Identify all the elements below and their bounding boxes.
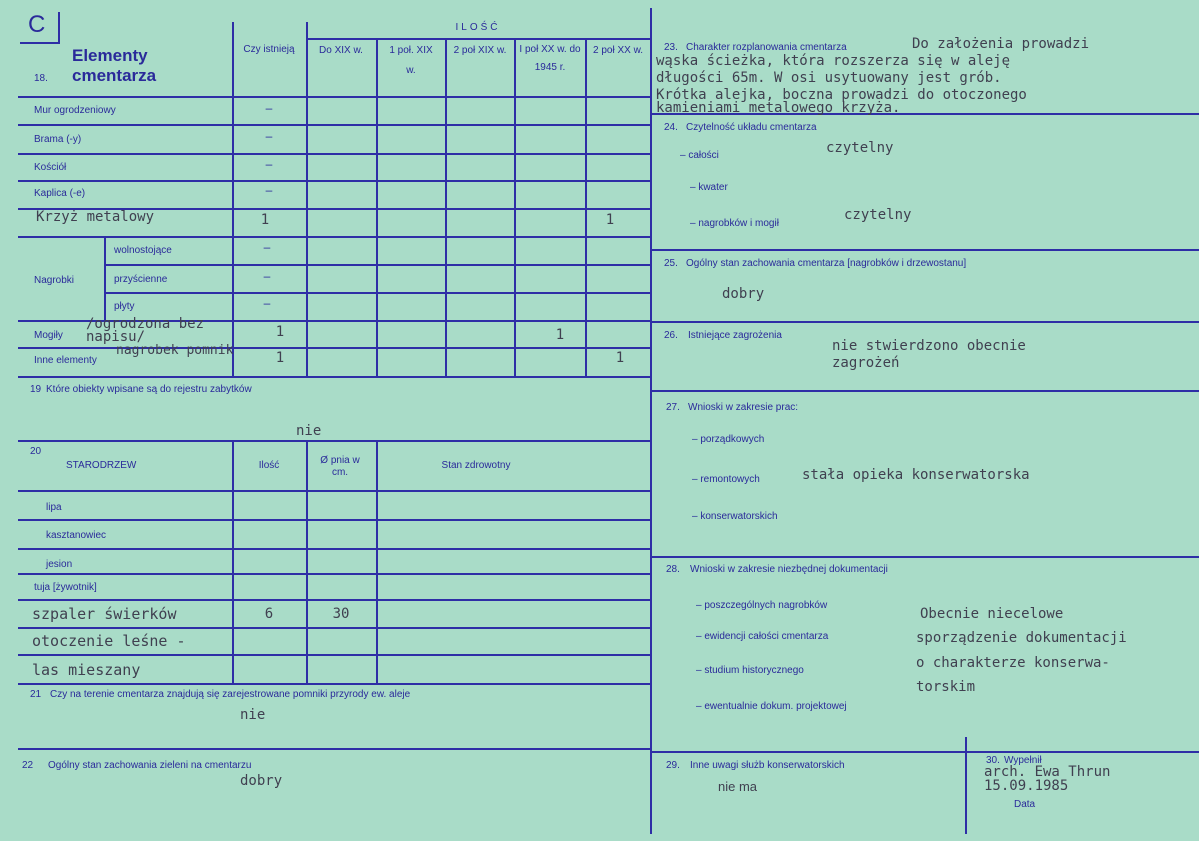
sec19-label: Które obiekty wpisane są do rejestru zabytków	[46, 384, 252, 395]
sec24-value-calosci: czytelny	[826, 140, 894, 156]
sec21-answer: nie	[240, 707, 266, 723]
sec22-answer: dobry	[240, 773, 283, 789]
sec24-item-nagrobkow: – nagrobków i mogił	[690, 218, 779, 229]
sec28-typed-line1: Obecnie niecelowe	[920, 606, 1064, 622]
sec28-number: 28.	[666, 564, 680, 575]
sec29-label: Inne uwagi służb konserwatorskich	[690, 760, 845, 771]
sec28-item-projektowej: – ewentualnie dokum. projektowej	[696, 701, 847, 712]
sec28-typed-line4: torskim	[916, 679, 976, 695]
starodrzew-jesion: jesion	[46, 559, 73, 570]
inne-elementy-2pol-xx: 1	[615, 350, 625, 366]
row-kosciol-czy: –	[265, 157, 273, 171]
sec22-label: Ogólny stan zachowania zieleni na cmentarzu	[48, 760, 252, 771]
row-kaplica-label: Kaplica (-e)	[34, 188, 86, 199]
nagrobki-label: Nagrobki	[34, 275, 75, 286]
sec27-value-remontowych: stała opieka konserwatorska	[802, 467, 1030, 483]
sec26-label: Istniejące zagrożenia	[688, 330, 782, 341]
col-2pol-xx: 2 poł XX w.	[592, 45, 644, 56]
sec30-label: Wypełnił	[1004, 755, 1042, 766]
sec29-value: nie ma	[718, 779, 758, 794]
sec26-number: 26.	[664, 330, 678, 341]
sec21-label: Czy na terenie cmentarza znajdują się zarejestrowane pomniki przyrody ew. aleje	[50, 689, 411, 700]
col-czy-istnieja: Czy istnieją	[243, 44, 295, 55]
sec27-label: Wnioski w zakresie prac:	[688, 402, 799, 413]
sec30-name: arch. Ewa Thrun	[984, 764, 1111, 780]
sec24-item-calosci: – całości	[680, 150, 719, 161]
sec28-label: Wnioski w zakresie niezbędnej dokumentacji	[690, 564, 888, 575]
sec24-item-kwater: – kwater	[690, 182, 728, 193]
sec28-typed-line2: sporządzenie dokumentacji	[916, 630, 1127, 646]
sec27-number: 27.	[666, 402, 680, 413]
sec20-number: 20	[30, 446, 42, 457]
row-krzyz-2pol-xx: 1	[605, 212, 615, 228]
sec27-item-remontowych: – remontowych	[692, 474, 760, 485]
starodrzew-typed-row2: otoczenie leśne -	[32, 632, 186, 650]
sec23-line3: długości 65m. W osi usytuowany jest grób.	[656, 70, 1002, 86]
sec30-date-label: Data	[1014, 799, 1036, 810]
col-2pol-xix: 2 poł XIX w.	[453, 45, 507, 56]
sec28-typed-line3: o charakterze konserwa-	[916, 655, 1110, 671]
starodrzew-typed-row1-ilosc: 6	[264, 606, 274, 622]
mogily-1pol-xx: 1	[555, 327, 565, 343]
sec23-label: Charakter rozplanowania cmentarza	[686, 42, 847, 53]
starodrzew-kasztanowiec: kasztanowiec	[46, 530, 107, 541]
sec23-number: 23.	[664, 42, 678, 53]
sec29-number: 29.	[666, 760, 680, 771]
starodrzew-typed-row3: las mieszany	[32, 661, 141, 679]
sec30-number: 30.	[986, 755, 1000, 766]
sec27-item-porzadkowych: – porządkowych	[692, 434, 765, 445]
row-kosciol-label: Kościół	[34, 162, 67, 173]
nagrobki-wolnostojace: wolnostojące	[114, 245, 172, 256]
sec26-line2: zagrożeń	[832, 355, 900, 371]
sec23-line4: Krótka alejka, boczna prowadzi do otoczonego	[656, 87, 1027, 103]
nagrobki-plyty: płyty	[114, 301, 135, 312]
starodrzew-col-pien: Ø pnia w cm.	[320, 455, 360, 478]
sec23-line5: kamieniami metalowego krzyża.	[656, 100, 901, 116]
sec19-answer: nie	[296, 423, 322, 439]
sec30-date: 15.09.1985	[984, 778, 1069, 794]
sec28-item-ewidencji: – ewidencji całości cmentarza	[696, 631, 829, 642]
sec24-number: 24.	[664, 122, 678, 133]
starodrzew-typed-row1: szpaler świerków	[32, 605, 177, 623]
nagrobki-plyty-czy: –	[263, 296, 271, 310]
sec25-number: 25.	[664, 258, 678, 269]
sec28-item-nagrobkow: – poszczególnych nagrobków	[696, 600, 828, 611]
starodrzew-tuja: tuja [żywotnik]	[34, 582, 97, 593]
sec23-line1: Do założenia prowadzi	[912, 36, 1090, 52]
inne-elementy-czy: 1	[275, 350, 285, 366]
col-1pol-xx: I poł XX w. do 1945 r.	[519, 44, 581, 73]
starodrzew-col-ilosc: Ilość	[258, 460, 280, 471]
sec21-number: 21	[30, 689, 42, 700]
sec24-label: Czytelność układu cmentarza	[686, 122, 817, 133]
mogily-typed: /ogrodzona bez napisu/	[86, 316, 205, 345]
inne-elementy-label: Inne elementy	[34, 355, 97, 366]
sec25-label: Ogólny stan zachowania cmentarza [nagrobków i drzewostanu]	[686, 258, 967, 269]
sec27-item-konserwatorskich: – konserwatorskich	[692, 511, 778, 522]
nagrobki-wolnostojace-czy: –	[263, 240, 271, 254]
starodrzew-typed-row1-pien: 30	[332, 606, 350, 622]
sec28-item-studium: – studium historycznego	[696, 665, 804, 676]
row-krzyz-label: Krzyż metalowy	[36, 209, 155, 225]
elements-title-line1: Elementy	[72, 46, 148, 65]
starodrzew-col-stan: Stan zdrowotny	[441, 460, 511, 471]
row-brama-label: Brama (-y)	[34, 134, 82, 145]
section-18-number: 18.	[34, 73, 48, 84]
elements-title-line2: cmentarza	[72, 66, 157, 85]
sec24-value-nagrobkow: czytelny	[844, 207, 912, 223]
nagrobki-przyscienne-czy: –	[263, 269, 271, 283]
mogily-label: Mogiły	[34, 330, 63, 341]
row-mur-label: Mur ogrodzeniowy	[34, 105, 116, 116]
starodrzew-lipa: lipa	[46, 502, 62, 513]
col-do-xix: Do XIX w.	[319, 45, 363, 56]
mogily-czy: 1	[275, 324, 285, 340]
sec22-number: 22	[22, 760, 34, 771]
row-brama-czy: –	[265, 129, 273, 143]
row-kaplica-czy: –	[265, 183, 273, 197]
ilosc-header: ILOŚĆ	[455, 22, 501, 33]
row-krzyz-czy: 1	[260, 212, 270, 228]
starodrzew-label: STARODRZEW	[66, 460, 137, 471]
row-mur-czy: –	[265, 101, 273, 115]
nagrobki-przyscienne: przyścienne	[114, 274, 168, 285]
sec25-value: dobry	[722, 286, 765, 302]
col-1pol-xix: 1 poł. XIX w.	[389, 45, 433, 76]
sec23-line2: wąska ścieżka, która rozszerza się w aleję	[656, 53, 1011, 69]
inne-elementy-typed: nagrobek pomnik	[116, 343, 234, 358]
card-letter: C	[28, 11, 46, 38]
sec19-number: 19	[30, 384, 42, 395]
sec26-line1: nie stwierdzono obecnie	[832, 338, 1026, 354]
